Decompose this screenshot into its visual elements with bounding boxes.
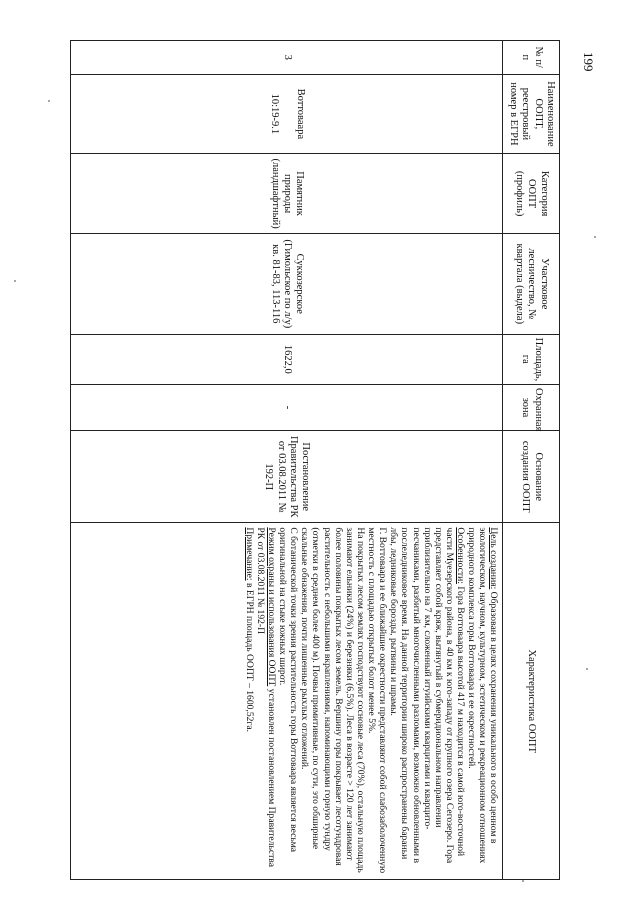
header-zone: Охранная зона xyxy=(503,384,560,430)
scan-speck xyxy=(14,280,16,282)
cell-category: Памятник природы (ландшафтный) xyxy=(71,154,504,234)
rotated-page xyxy=(70,40,560,880)
cell-characteristics xyxy=(71,523,504,880)
header-name: Наименование ООПТ, реестровый номер в ЕГРН xyxy=(503,74,560,154)
header-forestry: Участковое лесничество, № квартала (выдела) xyxy=(503,233,560,334)
header-num: № п/п xyxy=(503,41,560,75)
cell-zone: - xyxy=(71,384,504,430)
header-characteristics: Характеристика ООПТ xyxy=(503,523,560,880)
note-text: в ЕГРН площадь ООПТ – 1600,52га. xyxy=(243,580,255,733)
paragraph-botany: С ботанической точки зрения растительность горы Воттоваара является весьма оригинальной на стыке южных широт. xyxy=(277,527,300,853)
paragraph-forests: На покрытых лесом землях господствуют сосновые леса (70%), остальную площадь занимают ельники (24%) и березняки (6,5%). Леса в возрасте > 120 лет занимают более половины покрытых лесом земель. Вершину горы покрывает лесотундровая растительность с небольшими вкраплениями, напоминающими горную тундру (отметки в среднем более 400 м). Почвы примитивные, по сути, это обширные скальные обнажения, почти лишенные рыхлых отложений. xyxy=(299,527,366,873)
scan-speck xyxy=(594,236,596,238)
registry-number: 10:19-9.1 xyxy=(268,93,280,135)
cell-num: 3 xyxy=(71,41,504,75)
cell-area: 1622,0 xyxy=(71,334,504,384)
table-row xyxy=(71,41,504,880)
table-header-row xyxy=(503,41,560,880)
features-label: Особенности: xyxy=(455,527,467,584)
note-label: Примечание: xyxy=(243,527,255,581)
page-number: 199 xyxy=(581,52,596,72)
header-category: Категория ООПТ (профиль) xyxy=(503,154,560,234)
scan-speck xyxy=(48,100,50,102)
cell-name xyxy=(71,74,504,154)
protected-areas-table xyxy=(70,40,560,880)
scan-speck xyxy=(522,880,524,882)
header-area: Площадь, га xyxy=(503,334,560,384)
goal-label: Цель создания: xyxy=(488,527,500,590)
regime-label: Режим охраны и использования ООПТ xyxy=(266,527,277,687)
goal-text: Образован в целях сохранения уникального в особо ценном в экологическом, научном, культурном, эстетическом и рекреационном отношениях природного комплекса горы Воттоваара и ее окрестностей. xyxy=(466,527,500,864)
cell-basis: Постановление Правительства РК от 03.08.2011 № 192-П xyxy=(71,431,504,523)
scan-speck xyxy=(586,668,588,670)
paragraph-bogs: Г. Воттоваара и ее ближайшие окрестности представляют собой слабозаболоченную местность с площадью открытых болот менее 5%. xyxy=(366,527,389,874)
header-basis: Основание создания ООПТ xyxy=(503,431,560,523)
cell-forestry: Суккозерское (Гимольское по л/у) кв. 81-83, 113-116 xyxy=(71,233,504,334)
area-name: Воттоваара xyxy=(295,88,307,140)
features-text: Гора Воттоваара высотой 417 м находится в самой юго-восточной части Муезерского района, в 40 км к юго-западу от крупного озера Сегозеро. Гора представляет собой кряж, вытянутый в субмеридиональном направлении приблизительно на 7 км, сложенный итуийскими кварцитами и кварцито-песчаниками, разбитый многочисленными разломами, возможно обновленными в послеледниковое время. На данной территории широко распространены бараньи лбы, ледниковые борозды, рытвины и шрамы. xyxy=(388,527,467,864)
regime-text: установлен постановлением Правительства РК от 03.08.2011 № 192-П xyxy=(254,527,277,867)
